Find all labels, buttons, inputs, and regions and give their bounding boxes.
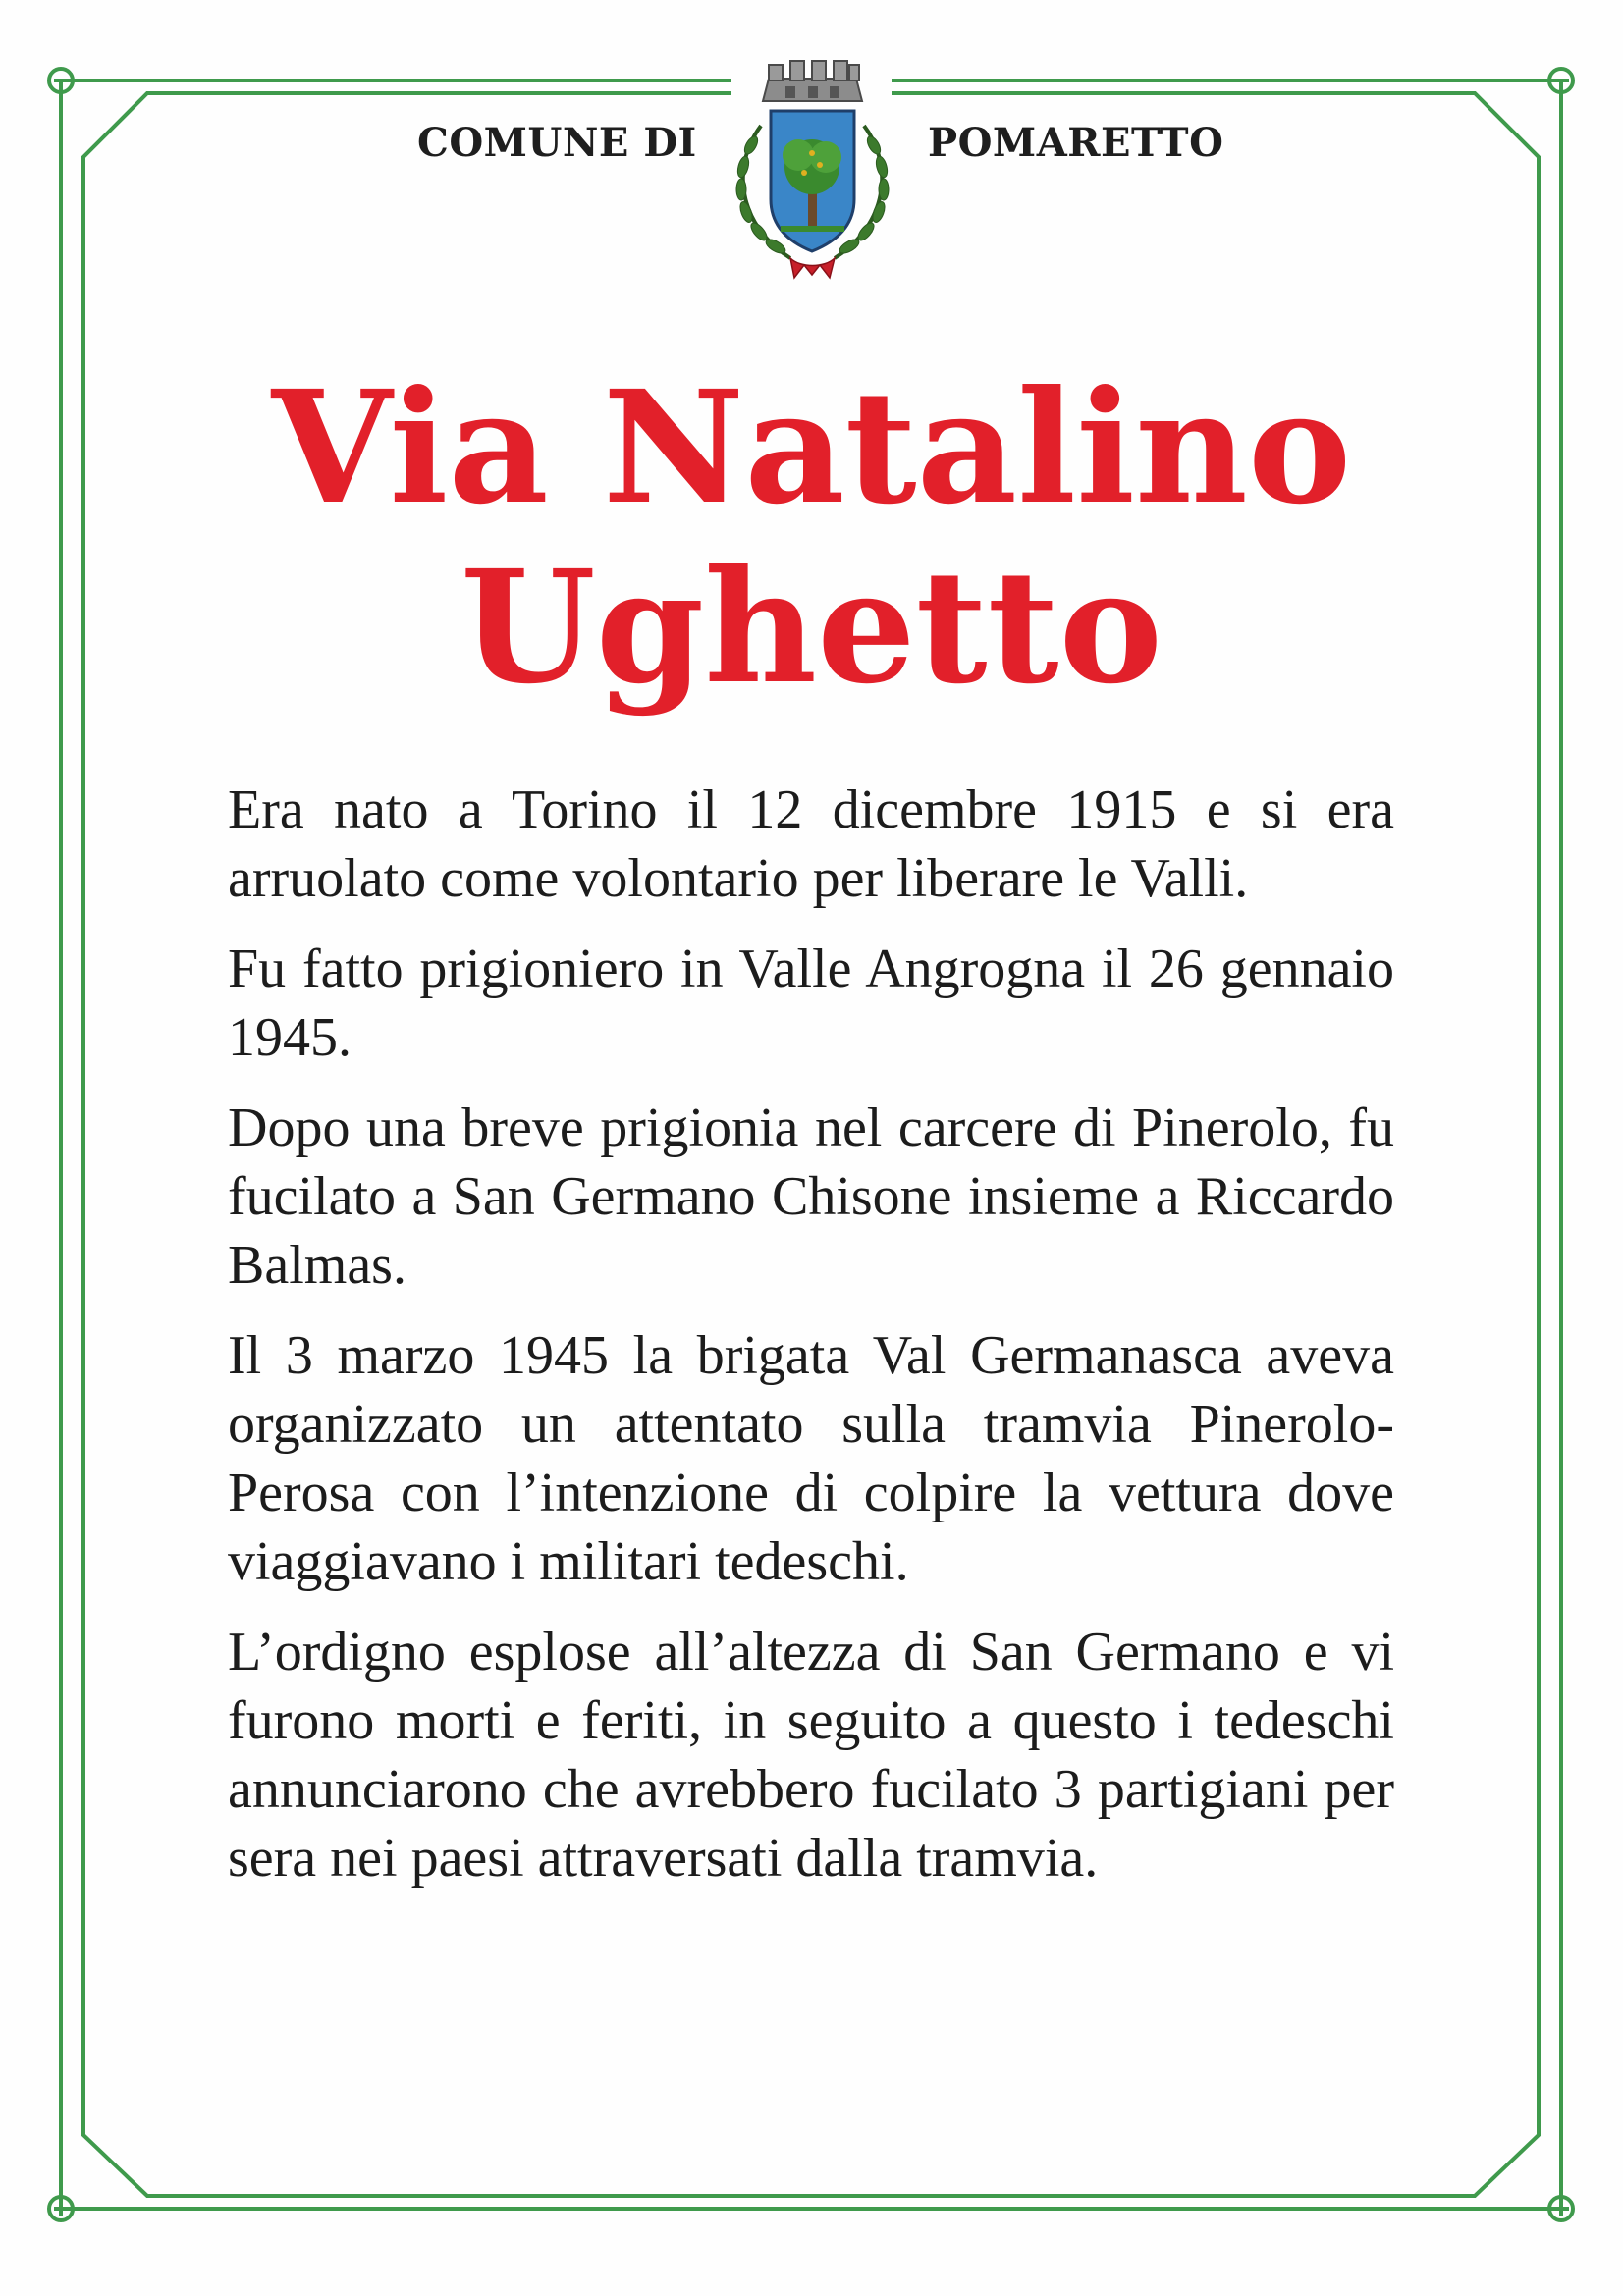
paragraph-execution: Dopo una breve prigionia nel carcere di Pinerolo, fu fucilato a San Germano Chisone insieme a Riccardo Balmas. xyxy=(228,1097,1394,1296)
paragraph-reprisal: L’ordigno esplose all’altezza di San Germano e vi furono morti e feriti, in seguito a questo i tedeschi annunciarono che avrebbero fucilato 3 partigiani per sera nei paesi attraversati dalla tramvia. xyxy=(228,1622,1394,1889)
biography-text xyxy=(228,775,1394,1914)
title-line-1: Via Natalino xyxy=(271,357,1352,539)
paragraph-birth: Era nato a Torino il 12 dicembre 1915 e si era arruolato come volontario per liberare le Valli. xyxy=(228,779,1394,909)
comune-di-label: COMUNE DI xyxy=(417,120,697,166)
page-title xyxy=(0,358,1623,718)
paragraph-capture: Fu fatto prigioniero in Valle Angrogna il 26 gennaio 1945. xyxy=(228,938,1394,1068)
municipality-name: POMARETTO xyxy=(928,120,1224,166)
title-line-2: Ughetto xyxy=(460,537,1163,719)
crown-icon xyxy=(763,61,862,101)
coat-of-arms-icon xyxy=(722,57,903,297)
paragraph-attack: Il 3 marzo 1945 la brigata Val Germanasca aveva organizzato un attentato sulla tramvia Pinerolo-Perosa con l’intenzione di colpire la vettura dove viaggiavano i militari tedeschi. xyxy=(228,1325,1394,1592)
